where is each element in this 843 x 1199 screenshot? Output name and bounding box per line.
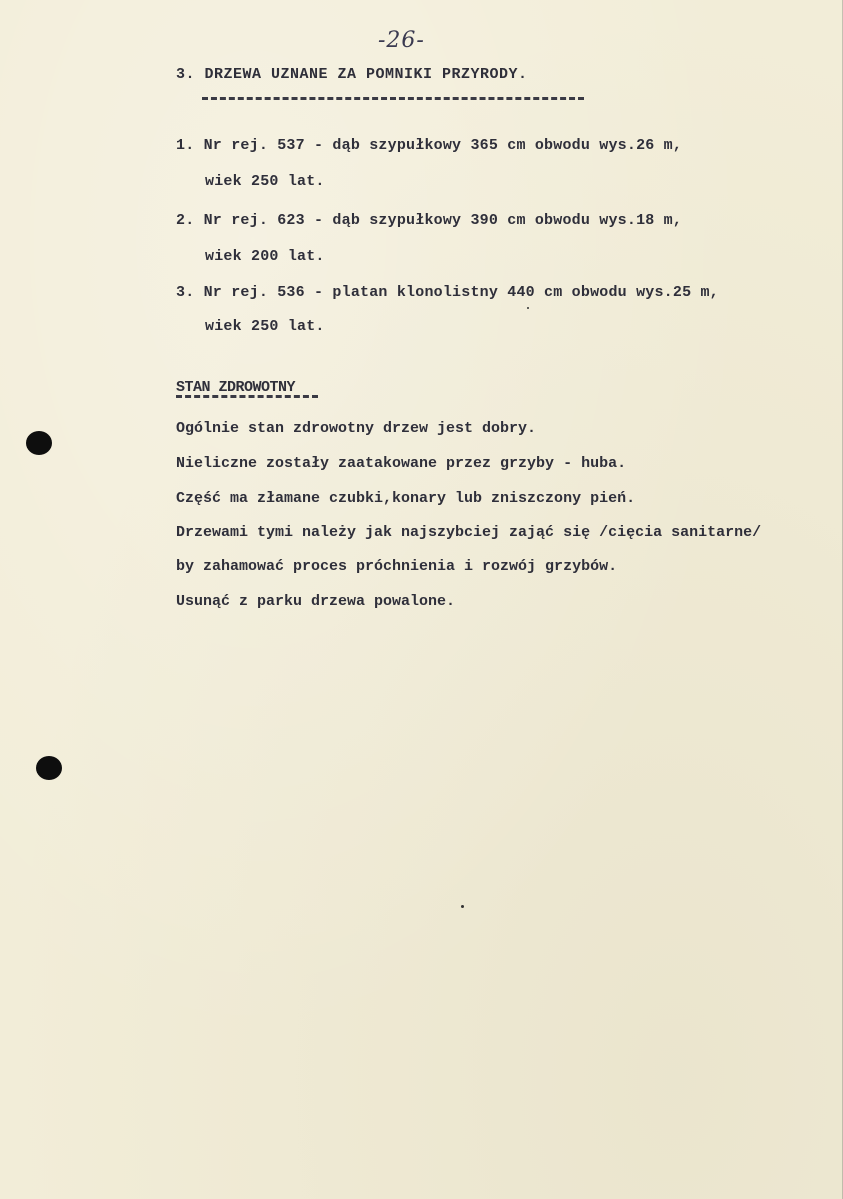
item-1-line-2: wiek 250 lat. <box>205 173 325 190</box>
item-2-line-2: wiek 200 lat. <box>205 248 325 265</box>
health-heading: STAN ZDROWOTNY <box>176 379 296 396</box>
heading-underline <box>202 97 584 100</box>
health-line-6: Usunąć z parku drzewa powalone. <box>176 593 456 610</box>
section-heading: 3. DRZEWA UZNANE ZA POMNIKI PRZYRODY. <box>176 66 528 83</box>
health-line-3: Część ma złamane czubki,konary lub zniszczony pień. <box>176 490 636 507</box>
item-1-line-1: 1. Nr rej. 537 - dąb szypułkowy 365 cm obwodu wys.26 m, <box>176 137 683 154</box>
item-3-line-1: 3. Nr rej. 536 - platan klonolistny 440 cm obwodu wys.25 m, <box>176 284 719 301</box>
paper-speck <box>461 905 464 908</box>
health-line-5: by zahamować proces próchnienia i rozwój grzybów. <box>176 558 618 575</box>
health-line-2: Nieliczne zostały zaatakowane przez grzyby - huba. <box>176 455 627 472</box>
punch-hole-top <box>26 431 52 455</box>
item-3-line-2: wiek 250 lat. <box>205 318 325 335</box>
page-number: -26- <box>378 28 425 53</box>
punch-hole-bottom <box>36 756 62 780</box>
item-2-line-1: 2. Nr rej. 623 - dąb szypułkowy 390 cm obwodu wys.18 m, <box>176 212 683 229</box>
health-heading-underline <box>176 395 318 398</box>
health-line-1: Ogólnie stan zdrowotny drzew jest dobry. <box>176 420 537 437</box>
paper-speck <box>527 307 529 309</box>
health-line-4: Drzewami tymi należy jak najszybciej zająć się /cięcia sanitarne/ <box>176 524 762 541</box>
